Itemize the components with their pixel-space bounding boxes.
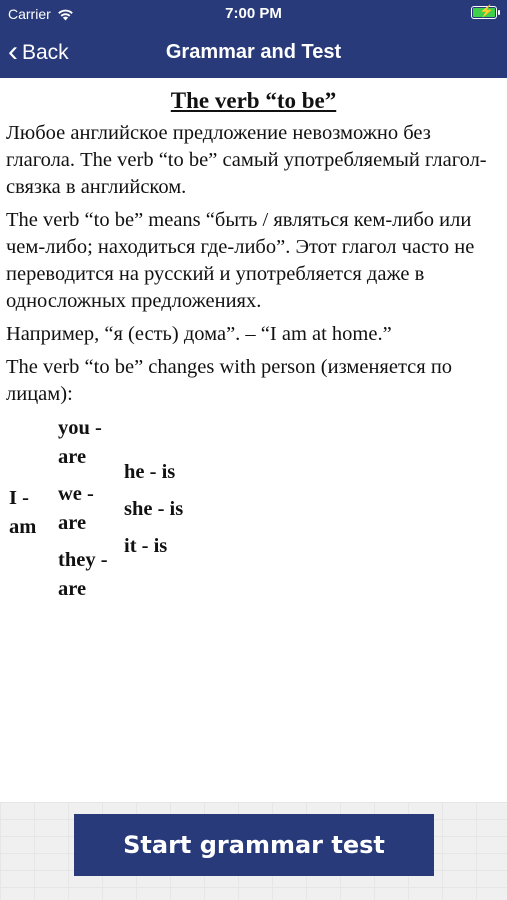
conjugation-we: we - are xyxy=(58,483,94,534)
navigation-bar xyxy=(0,28,507,78)
conjugation-i: I - am xyxy=(9,487,37,538)
page-title: Grammar and Test xyxy=(165,41,342,63)
conjugation-column-third-person xyxy=(124,458,204,569)
conjugation-it: it - is xyxy=(124,534,168,557)
footer-bar xyxy=(0,802,507,900)
conjugation-column-plural xyxy=(58,414,124,612)
conjugation-they: they - are xyxy=(58,549,108,600)
back-label: Back xyxy=(22,41,69,64)
conjugation-you: you - are xyxy=(58,417,102,468)
lesson-paragraph: Любое английское предложение невозможно без глагола. The verb “to be” самый употребляемый глагол-связка в английском. xyxy=(6,122,487,198)
lesson-content xyxy=(0,78,507,802)
carrier-label: Carrier xyxy=(8,6,51,22)
lesson-paragraph: Например, “я (есть) дома”. – “I am at home.” xyxy=(6,323,392,345)
conjugation-column-first-person xyxy=(6,484,58,542)
lesson-paragraph: The verb “to be” changes with person (изменяется по лицам): xyxy=(6,356,453,405)
start-grammar-test-button[interactable]: Start grammar test xyxy=(74,814,434,876)
conjugation-she: she - is xyxy=(124,497,184,520)
chevron-left-icon: ‹ xyxy=(8,35,18,68)
lesson-paragraph: The verb “to be” means “быть / являться кем-либо или чем-либо; находиться где-либо”. Этот глагол часто не переводится на русский и употребляется даже в односложных предложениях. xyxy=(6,209,475,312)
status-time: 7:00 PM xyxy=(225,5,282,22)
lesson-title: The verb “to be” xyxy=(170,88,337,113)
person-conjugation-table xyxy=(6,414,501,612)
status-bar xyxy=(0,0,507,28)
conjugation-he: he - is xyxy=(124,460,176,483)
battery-charging-icon: ⚡ xyxy=(471,6,497,19)
